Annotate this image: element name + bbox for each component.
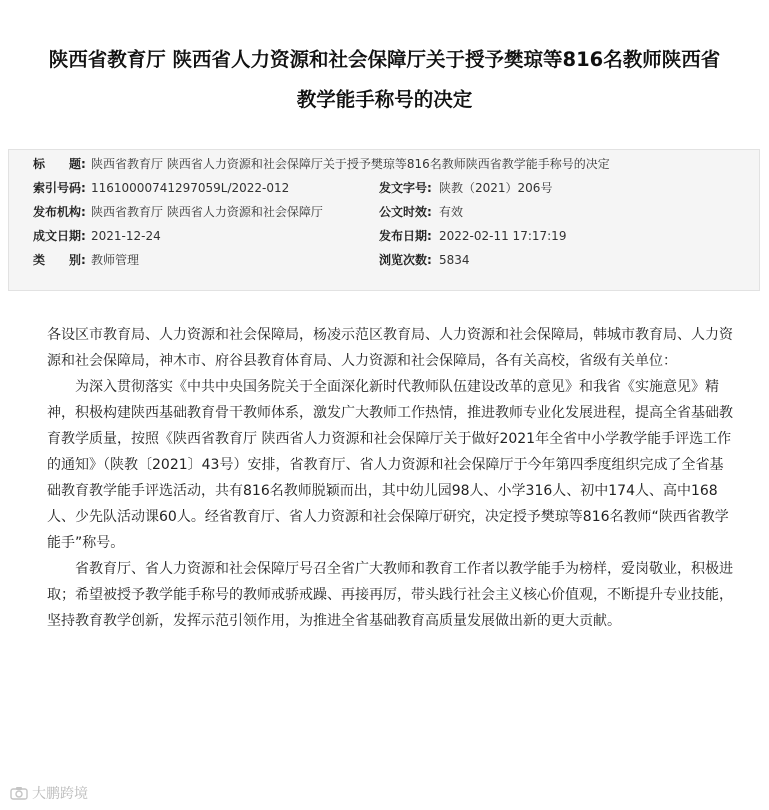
meta-row-title [33,154,610,174]
meta-doc-no-value: 陕教（2021）206号 [439,181,553,195]
meta-views [379,250,470,270]
meta-published [379,226,566,246]
document-metadata-panel [8,149,760,291]
meta-title-label: 标 题: [33,157,86,171]
meta-index-label: 索引号码: [33,181,86,195]
body-paragraph-addressees: 各设区市教育局、人力资源和社会保障局，杨凌示范区教育局、人力资源和社会保障局，韩城市教育局、人力资源和社会保障局，神木市、府谷县教育体育局、人力资源和社会保障局，各有关高校，省级有关单位： [47,327,733,369]
meta-views-value: 5834 [439,253,470,267]
meta-published-value: 2022-02-11 17:17:19 [439,229,567,243]
meta-row-issuer [33,202,464,222]
meta-doc-no-label: 发文字号: [379,181,432,195]
meta-issuer-value: 陕西省教育厅 陕西省人力资源和社会保障厅 [91,205,323,219]
meta-published-label: 发布日期: [379,229,432,243]
meta-views-label: 浏览次数: [379,253,432,267]
body-paragraph-decision: 为深入贯彻落实《中共中央国务院关于全面深化新时代教师队伍建设改革的意见》和我省《实施意见》精神，积极构建陕西基础教育骨干教师体系，激发广大教师工作热情，推进教师专业化发展进程，提高全省基础教育教学质量，按照《陕西省教育厅 陕西省人力资源和社会保障厅关于做好2021年全省中小学教学能手评选工作的通知》（陕教〔2021〕43号）安排，省教育厅、省人力资源和社会保障厅于今年第四季度组织完成了全省基础教育教学能手评选活动，共有816名教师脱颖而出，其中幼儿园98人、小学316人、初中174人、高中168人、少先队活动课60人。经省教育厅、省人力资源和社会保障厅研究，决定授予樊琼等816名教师“陕西省教学能手”称号。 [47,379,733,551]
meta-validity-label: 公文时效: [379,205,432,219]
document-body [47,322,737,634]
body-paragraph-call: 省教育厅、省人力资源和社会保障厅号召全省广大教师和教育工作者以教学能手为榜样，爱岗敬业，积极进取；希望被授予教学能手称号的教师戒骄戒躁、再接再厉，带头践行社会主义核心价值观，不断提升专业技能，坚持教育教学创新，发挥示范引领作用，为推进全省基础教育高质量发展做出新的更大贡献。 [47,561,733,629]
meta-created-value: 2021-12-24 [91,229,161,243]
page-title-line-2: 教学能手称号的决定 [296,88,473,111]
watermark-text: 大鹏跨境 [32,786,88,802]
meta-row-created [33,226,567,246]
meta-created-label: 成文日期: [33,229,86,243]
meta-validity-value: 有效 [439,205,464,219]
page-title-line-1: 陕西省教育厅 陕西省人力资源和社会保障厅关于授予樊琼等816名教师陕西省 [48,48,721,71]
meta-row-index [33,178,553,198]
meta-row-category [33,250,470,270]
meta-index-value: 11610000741297059L/2022-012 [91,181,290,195]
meta-category-label: 类 别: [33,253,86,267]
meta-category-value: 教师管理 [91,253,140,267]
meta-issuer-label: 发布机构: [33,205,86,219]
page-title [0,40,769,120]
camera-icon [10,786,28,800]
watermark [10,782,88,804]
meta-doc-no [379,178,552,198]
meta-title-value: 陕西省教育厅 陕西省人力资源和社会保障厅关于授予樊琼等816名教师陕西省教学能手称号的决定 [91,157,610,171]
meta-validity [379,202,463,222]
